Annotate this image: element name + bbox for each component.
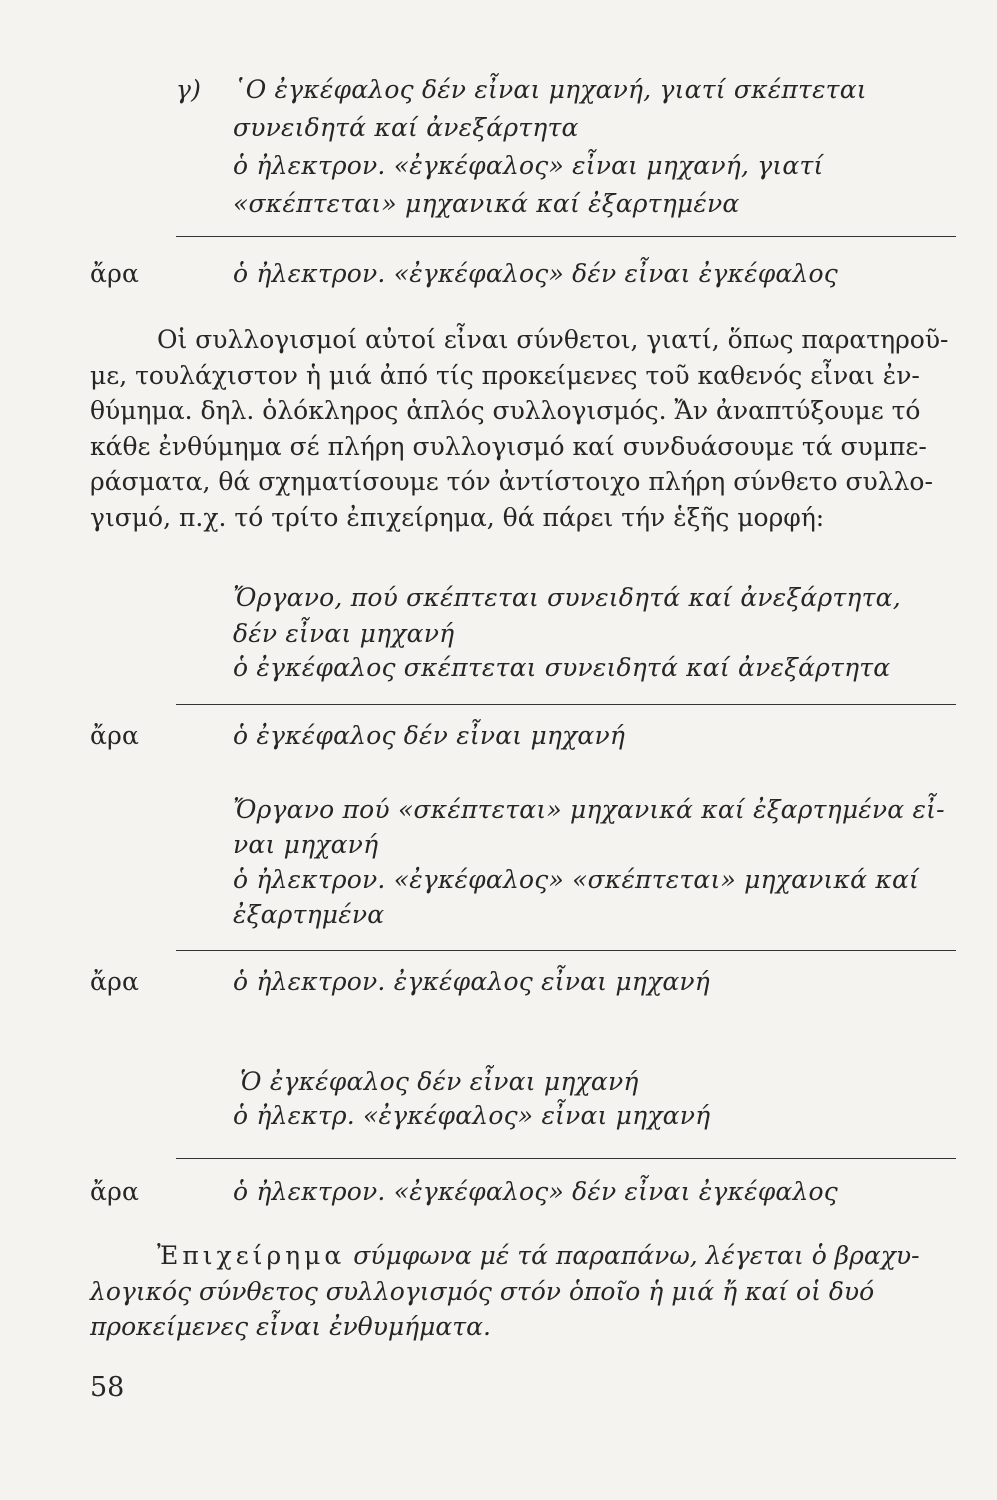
premise-major-line-1: ῾Ο ἐγκέφαλος δέν εἶναι μηχανή, γιατί σκέπτεται (233, 75, 867, 104)
premise-minor: ὁ ἐγκέφαλος σκέπτεται συνειδητά καί ἀνεξάρτητα (233, 653, 891, 682)
paragraph-line: Οἱ συλλογισμοί αὐτοί εἶναι σύνθετοι, γιατί, ὅπως παρατηροῦ- (157, 325, 949, 354)
premise-major-line-1: Ὄργανο, πού σκέπτεται συνειδητά καί ἀνεξάρτητα, (233, 583, 901, 612)
page-number: 58 (90, 1372, 125, 1403)
therefore-label: ἄρα (90, 259, 140, 288)
conclusion: ὁ ἠλεκτρον. «ἐγκέφαλος» δέν εἶναι ἐγκέφαλος (233, 259, 838, 288)
premise-minor-line-1: ὁ ἠλεκτρον. «ἐγκέφαλος» εἶναι μηχανή, γιατί (233, 151, 824, 180)
premise-minor-line-2: ἐξαρτημένα (233, 900, 385, 929)
inference-rule (176, 1158, 956, 1159)
premise-minor-line-2: «σκέπτεται» μηχανικά καί ἐξαρτημένα (233, 189, 740, 218)
paragraph-line: με, τουλάχιστον ἡ μιά ἀπό τίς προκείμενες τοῦ καθενός εἶναι ἐν- (90, 360, 920, 390)
paragraph-line: προκείμενες εἶναι ἐνθυμήματα. (90, 1312, 491, 1341)
conclusion: ὁ ἐγκέφαλος δέν εἶναι μηχανή (233, 721, 626, 750)
premise-major: Ὁ ἐγκέφαλος δέν εἶναι μηχανή (240, 1067, 639, 1096)
explanation-paragraph (90, 322, 960, 535)
premise-major-line-1: Ὄργανο πού «σκέπτεται» μηχανικά καί ἐξαρτημένα εἶ- (233, 795, 945, 824)
conclusion: ὁ ἠλεκτρον. ἐγκέφαλος εἶναι μηχανή (233, 967, 710, 996)
paragraph-line: ράσματα, θά σχηματίσουμε τόν ἀντίστοιχο πλήρη σύνθετο συλλο- (90, 467, 933, 496)
therefore-label: ἄρα (90, 721, 140, 750)
inference-rule (176, 236, 956, 237)
paragraph-line: λογικός σύνθετος συλλογισμός στόν ὁποῖο ἡ μιά ἤ καί οἱ δυό (90, 1276, 875, 1306)
definition-text: σύμφωνα μέ τά παραπάνω, λέγεται ὁ βραχυ- (345, 1241, 920, 1270)
premise-minor-line-1: ὁ ἠλεκτρον. «ἐγκέφαλος» «σκέπτεται» μηχανικά καί (233, 865, 920, 894)
definition-paragraph (90, 1238, 960, 1345)
conclusion: ὁ ἠλεκτρον. «ἐγκέφαλος» δέν εἶναι ἐγκέφαλος (233, 1177, 838, 1206)
section-marker: γ) (176, 75, 202, 104)
premise-major-line-2: ναι μηχανή (233, 830, 379, 859)
inference-rule (176, 704, 956, 705)
premise-major-line-2: συνειδητά καί ἀνεξάρτητα (233, 113, 579, 142)
paragraph-line: κάθε ἐνθύμημα σέ πλήρη συλλογισμό καί συνδυάσουμε τά συμπε- (90, 431, 927, 461)
paragraph-line (90, 1238, 960, 1274)
premise-major-line-2: δέν εἶναι μηχανή (233, 619, 455, 648)
inference-rule (176, 950, 956, 951)
premise-minor: ὁ ἠλεκτρ. «ἐγκέφαλος» εἶναι μηχανή (233, 1101, 711, 1130)
defined-term: Ἐπιχείρημα (157, 1241, 346, 1270)
therefore-label: ἄρα (90, 1177, 140, 1206)
paragraph-line: θύμημα. δηλ. ὁλόκληρος ἁπλός συλλογισμός. Ἄν ἀναπτύξουμε τό (90, 396, 921, 425)
paragraph-line: γισμό, π.χ. τό τρίτο ἐπιχείρημα, θά πάρει τήν ἑξῆς μορφή: (90, 502, 825, 532)
therefore-label: ἄρα (90, 967, 140, 996)
